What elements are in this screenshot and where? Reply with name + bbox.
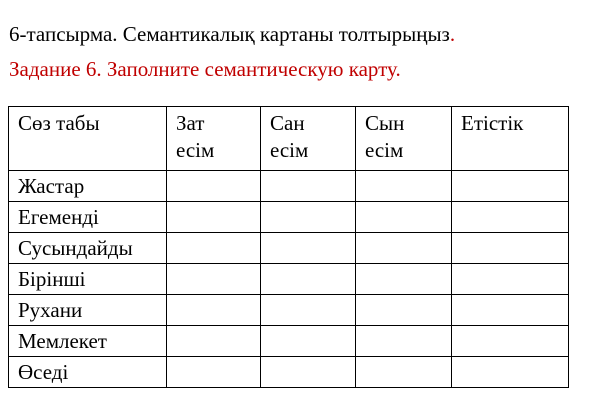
answer-cell-noun[interactable] (167, 326, 261, 357)
answer-cell-numeral[interactable] (261, 264, 356, 295)
header-verb (452, 107, 569, 171)
table-row (9, 264, 569, 295)
semantic-map-table (8, 106, 569, 388)
table-row (9, 171, 569, 202)
header-adjective (356, 107, 452, 171)
table-row (9, 295, 569, 326)
answer-cell-verb[interactable] (452, 264, 569, 295)
answer-cell-numeral[interactable] (261, 357, 356, 388)
table-header-row (9, 107, 569, 171)
header-adjective-line2: есім (365, 138, 404, 162)
russian-task-title: Задание 6. Заполните семантическую карту. (9, 57, 401, 81)
row-word: Сусындайды (9, 233, 167, 264)
answer-cell-noun[interactable] (167, 171, 261, 202)
answer-cell-verb[interactable] (452, 357, 569, 388)
answer-cell-adjective[interactable] (356, 295, 452, 326)
answer-cell-noun[interactable] (167, 233, 261, 264)
answer-cell-numeral[interactable] (261, 233, 356, 264)
answer-cell-adjective[interactable] (356, 233, 452, 264)
answer-cell-verb[interactable] (452, 295, 569, 326)
answer-cell-numeral[interactable] (261, 295, 356, 326)
row-word: Рухани (9, 295, 167, 326)
kazakh-task-dot: . (449, 22, 456, 46)
answer-cell-noun[interactable] (167, 202, 261, 233)
answer-cell-numeral[interactable] (261, 202, 356, 233)
header-verb-line1: Етістік (461, 111, 524, 135)
row-word: Бірінші (9, 264, 167, 295)
row-word: Өседі (9, 357, 167, 388)
answer-cell-noun[interactable] (167, 295, 261, 326)
table-row (9, 202, 569, 233)
answer-cell-adjective[interactable] (356, 326, 452, 357)
answer-cell-verb[interactable] (452, 233, 569, 264)
header-numeral (261, 107, 356, 171)
answer-cell-adjective[interactable] (356, 202, 452, 233)
row-word: Жастар (9, 171, 167, 202)
header-word-class: Сөз табы (9, 107, 167, 171)
header-numeral-line1: Сан (270, 111, 305, 135)
kazakh-task-title (9, 22, 455, 47)
answer-cell-adjective[interactable] (356, 357, 452, 388)
row-word: Мемлекет (9, 326, 167, 357)
header-noun-line2: есім (176, 138, 215, 162)
table-row (9, 326, 569, 357)
answer-cell-numeral[interactable] (261, 326, 356, 357)
row-word: Егеменді (9, 202, 167, 233)
answer-cell-adjective[interactable] (356, 171, 452, 202)
header-noun-line1: Зат (176, 111, 205, 135)
answer-cell-verb[interactable] (452, 326, 569, 357)
answer-cell-numeral[interactable] (261, 171, 356, 202)
table-row (9, 357, 569, 388)
header-noun (167, 107, 261, 171)
table-row (9, 233, 569, 264)
answer-cell-noun[interactable] (167, 357, 261, 388)
answer-cell-verb[interactable] (452, 171, 569, 202)
answer-cell-verb[interactable] (452, 202, 569, 233)
answer-cell-adjective[interactable] (356, 264, 452, 295)
header-numeral-line2: есім (270, 138, 309, 162)
answer-cell-noun[interactable] (167, 264, 261, 295)
header-adjective-line1: Сын (365, 111, 405, 135)
kazakh-task-text: 6-тапсырма. Семантикалық картаны толтырыңыз (9, 22, 450, 46)
